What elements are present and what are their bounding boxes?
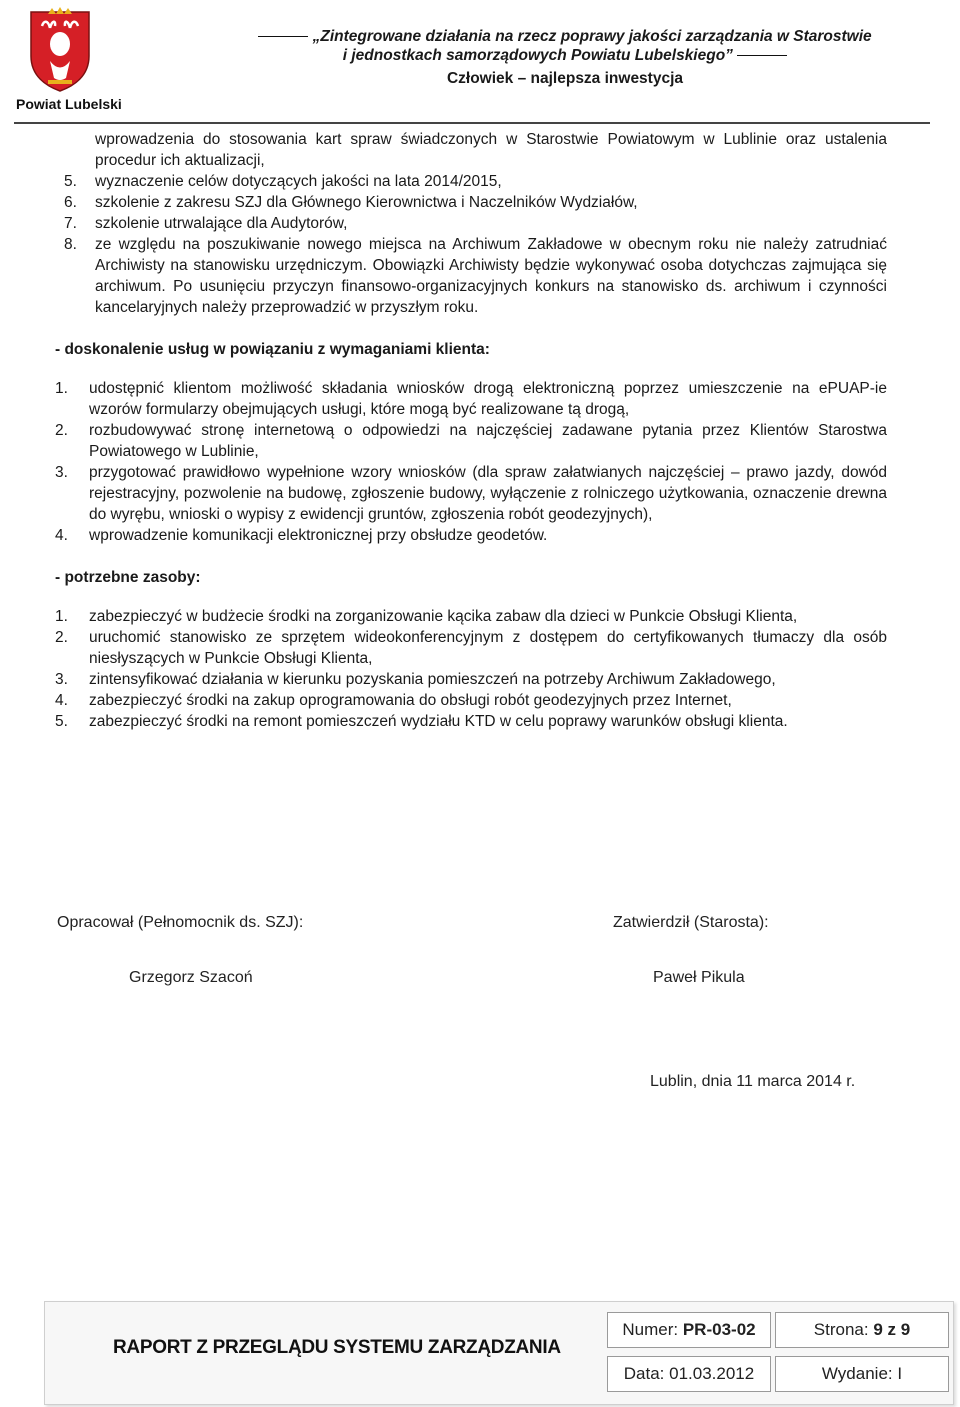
section-heading-resources: - potrzebne zasoby: — [55, 569, 201, 586]
underline-decoration — [258, 36, 308, 37]
list-item: 5. zabezpieczyć środki na remont pomieszczeń wydziału KTD w celu poprawy warunków obsługi klienta. — [55, 713, 788, 730]
list-item: 8. ze względu na poszukiwanie nowego miejsca na Archiwum Zakładowe w obecnym roku nie należy zatrudniać Archiwisty na stanowisku urzędniczym. Obowiązki Archiwisty będzie wykonywać osoba dotychczas zajmująca się archiwum. Po usunięciu przyczyn finansowo-organizacyjnych konkurs na stanowisko ds. archiwum i czynności kancelaryjnych należy przeprowadzić w przyszłym roku. — [64, 236, 887, 316]
document-date: Data: 01.03.2012 — [607, 1356, 771, 1392]
logo-caption: Powiat Lubelski — [16, 96, 122, 112]
page-header — [0, 0, 960, 124]
list-item: 2. uruchomić stanowisko ze sprzętem wideokonferencyjnym z dostępem do certyfikowanych tłumaczy dla osób niesłyszących w Punkcie Obsługi Klienta, — [55, 629, 887, 667]
page-number: Strona: 9 z 9 — [775, 1312, 949, 1348]
list-item: 4. wprowadzenie komunikacji elektronicznej przy obsłudze geodetów. — [55, 527, 548, 544]
resources-list — [55, 606, 887, 732]
report-title: RAPORT Z PRZEGLĄDU SYSTEMU ZARZĄDZANIA — [113, 1337, 561, 1358]
section-heading-client: - doskonalenie usług w powiązaniu z wymaganiami klienta: — [55, 341, 490, 358]
list-item: 4. zabezpieczyć środki na zakup oprogramowania do obsługi robót geodezyjnych przez Internet, — [55, 692, 732, 709]
prepared-by-label: Opracował (Pełnomocnik ds. SZJ): — [57, 914, 304, 931]
underline-decoration — [737, 55, 787, 56]
approved-by-label: Zatwierdził (Starosta): — [613, 914, 769, 931]
document-edition: Wydanie: I — [775, 1356, 949, 1392]
list-item: 6. szkolenie z zakresu SZJ dla Głównego Kierownictwa i Naczelników Wydziałów, — [64, 194, 638, 211]
list-item: 5. wyznaczenie celów dotyczących jakości na lata 2014/2015, — [64, 173, 502, 190]
client-list — [55, 378, 887, 546]
list-item: 1. udostępnić klientom możliwość składania wniosków drogą elektroniczną poprzez umieszczenie na ePUAP-ie wzorów formularzy obejmujących usługi, które mogą być realizowane tą drogą, — [55, 380, 887, 418]
approved-by-name: Paweł Pikula — [653, 969, 745, 986]
document-body — [55, 129, 887, 732]
coat-of-arms-icon — [28, 6, 92, 92]
list-item: 3. zintensyfikować działania w kierunku pozyskania pomieszczeń na potrzeby Archiwum Zakładowego, — [55, 671, 776, 688]
intro-list — [55, 129, 887, 318]
project-slogan: Człowiek – najlepsza inwestycja — [446, 70, 684, 87]
document-footer — [44, 1301, 954, 1405]
list-item: wprowadzenia do stosowania kart spraw świadczonych w Starostwie Powiatowym w Lublinie oraz ustalenia procedur ich aktualizacji, — [95, 131, 887, 169]
list-item: 1. zabezpieczyć w budżecie środki na zorganizowanie kącika zabaw dla dzieci w Punkcie Obsługi Klienta, — [55, 608, 798, 625]
prepared-by-name: Grzegorz Szacoń — [129, 969, 253, 986]
document-number: Numer: PR-03-02 — [607, 1312, 771, 1348]
project-title-line1: „Zintegrowane działania na rzecz poprawy jakości zarządzania w Starostwie — [185, 28, 945, 46]
list-item: 7. szkolenie utrwalające dla Audytorów, — [64, 215, 348, 232]
header-divider — [14, 122, 930, 124]
place-date: Lublin, dnia 11 marca 2014 r. — [650, 1073, 856, 1090]
project-title-line2: i jednostkach samorządowych Powiatu Lubelskiego” — [185, 47, 945, 65]
list-item: 2. rozbudowywać stronę internetową o odpowiedzi na najczęściej zadawane pytania przez Klientów Starostwa Powiatowego w Lublinie, — [55, 422, 887, 460]
list-item: 3. przygotować prawidłowo wypełnione wzory wniosków (dla spraw załatwianych najczęściej – prawo jazdy, dowód rejestracyjny, pozwolenie na budowę, zgłoszenie budowy, wyłączenie z rolniczego użytkowania, oznaczenie drewna do wyrębu, wnioski o wypisy z ewidencji gruntów, zgłoszenia robót geodezyjnych), — [55, 464, 887, 523]
